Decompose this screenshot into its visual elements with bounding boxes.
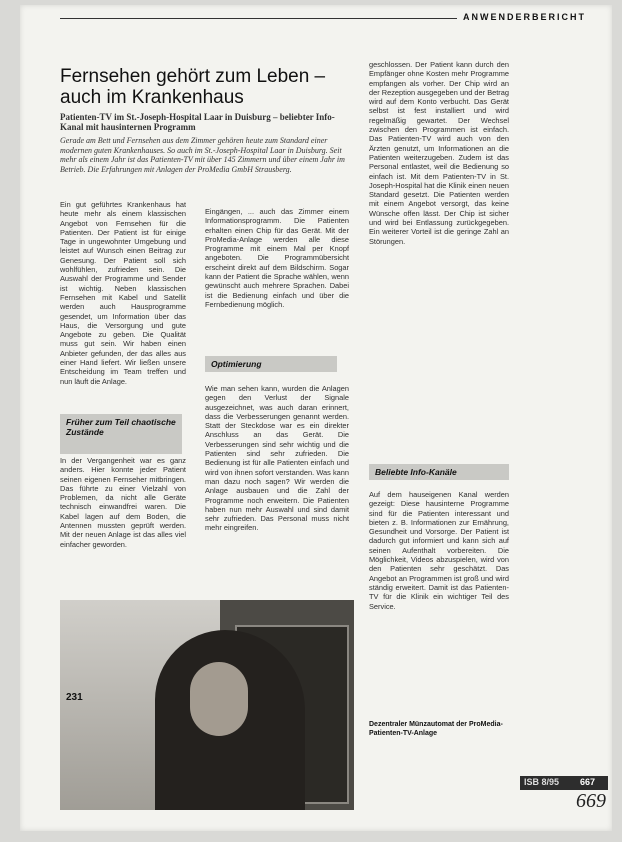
page-number: 667 <box>580 777 596 787</box>
photo-number: 231 <box>66 692 83 703</box>
headline-line-1: Fernsehen gehört zum Leben – <box>60 66 326 87</box>
headline-line-2: auch im Krankenhaus <box>60 87 244 108</box>
handwritten-number: 669 <box>576 790 606 812</box>
subheading-frueher: Früher zum Teil chaotische Zustände <box>60 414 182 454</box>
body-column-2b: Wie man sehen kann, wurden die Anlagen gegen den Verlust der Signale ausgezeichnet, was auch daran erinnert, dass die Verbesserungen genannt werden. Statt der Steckdose war es ein direkter Anschluss an das Gerät. Die Verbesserungen sind sehr wichtig und die Patienten sind sehr zufrieden. Die Bedienung ist für alle Patienten einfach und wird von ihnen sofort verstanden. Was kann man dazu noch sagen? Wir werden die Anlage ausbauen und die Zahl der Programme noch erweitern. Die Patienten haben nun mehr Auswahl und sind damit sehr zufrieden. Das Personal muss nicht mehr eingreifen. <box>205 384 349 533</box>
woman-face <box>190 662 248 736</box>
body-column-1b: In der Vergangenheit war es ganz anders. Hier konnte jeder Patient seinen eigenen Fernseher mitbringen. Das führte zu einer Vielzahl von Problemen, da nicht alle Geräte technisch einwandfrei waren. Die Kabel lagen auf dem Boden, die Antennen mussten geprüft werden. Mit der neuen Anlage ist das alles viel einfacher geworden. <box>60 456 186 549</box>
body-column-2: Eingängen, ... auch das Zimmer einem Informationsprogramm. Die Patienten erhalten einen Chip für das Gerät. Mit der ProMedia-Anlage werden alle diese Programme mit einem Mal per Knopf angeboten. Die Programmübersicht erscheint direkt auf dem Bildschirm. Sogar kann der Patient die Sprache wählen, wenn gewünscht auch mehrere Sprachen. Dabei ist die Bedienung einfach und über die Fernbedienung möglich. <box>205 207 349 309</box>
article-subtitle: Patienten-TV im St.-Joseph-Hospital Laar in Duisburg – beliebter Info-Kanal mit hausinternen Programm <box>60 112 335 132</box>
section-kicker: ANWENDERBERICHT <box>457 12 586 22</box>
issue-label: ISB 8/95 <box>524 777 560 787</box>
body-column-3: geschlossen. Der Patient kann durch den Empfänger ohne Kosten mehr Programme empfangen als vorher. Der Chip wird an der Rezeption ausgegeben und der Betrag wird auf dem Konto verbucht. Das Gerät selbst ist fest installiert und wird regelmäßig gewartet. Der Wechsel zwischen den Programmen ist einfach. Das Patienten-TV wird auch von den Ärzten genutzt, um Informationen an die Patienten weiterzugeben. Zudem ist das Personal entlastet, weil die Bedienung so einfach ist. Mit dem Patienten-TV in St. Joseph-Hospital hat die Klinik einen neuen Standard gesetzt. Die Patienten werden mit einem Angebot versorgt, das keine Wünsche offen lässt. Der Chip ist sicher und wird bei Entlassung zurückgegeben. Ein weiterer Vorteil ist die geringe Zahl an Störungen. <box>369 60 509 246</box>
body-column-1: Ein gut geführtes Krankenhaus hat heute mehr als einem klassischen Angebot von Fernsehen für die Patienten. Der Patient ist für einige Tage in ungewohnter Umgebung und leistet auf Wunsch einen Beitrag zur Genesung. Der Patient soll sich wohlfühlen, zufrieden sein. Die Auswahl der Programme und Sender ist wichtig. Neben klassischen Fernsehen mit Kabel und Satellit werden auch Hausprogramme gesendet, um Information über das Haus, die Versorgung und gute Angebote zu geben. Die Qualität muss gut sein. Wir haben einen Anbieter gefunden, der das alles aus einer Hand liefert. Wir ließen unsere Entscheidung im Team treffen und nun läuft die Anlage. <box>60 200 186 386</box>
article-headline <box>60 66 360 108</box>
photo-caption: Dezentraler Münzautomat der ProMedia-Patienten-TV-Anlage <box>369 721 503 737</box>
article-photo <box>60 600 354 810</box>
body-column-3b: Auf dem hauseigenen Kanal werden gezeigt: Diese hausinterne Programme sind für die Patienten interessant und bieten z. B. Informationen zur Ernährung, Gesundheit und Vorsorge. Der Patient ist dadurch gut informiert und kann sich auf seinen Aufenthalt vorbereiten. Die Möglichkeit, Videos abzuspielen, wird von den Patienten sehr geschätzt. Das Angebot an Programmen ist groß und wird ständig erweitert. Damit ist das Patienten-TV für die Klinik ein wichtiger Teil des Service. <box>369 490 509 611</box>
article-intro: Gerade am Bett und Fernsehen aus dem Zimmer gehören heute zum Standard einer modernen guten Krankenhauses. So auch im St.-Joseph-Hospital Laar in Duisburg. Seit mehr als einem Jahr ist das Patienten-TV mit über 145 Zimmern und über einem Jahr im Betrieb. Die Erfahrungen mit Anlagen der ProMedia GmbH Strausberg. <box>60 136 345 174</box>
subheading-info-kanaele: Beliebte Info-Kanäle <box>369 464 509 480</box>
subheading-optimierung: Optimierung <box>205 356 337 372</box>
